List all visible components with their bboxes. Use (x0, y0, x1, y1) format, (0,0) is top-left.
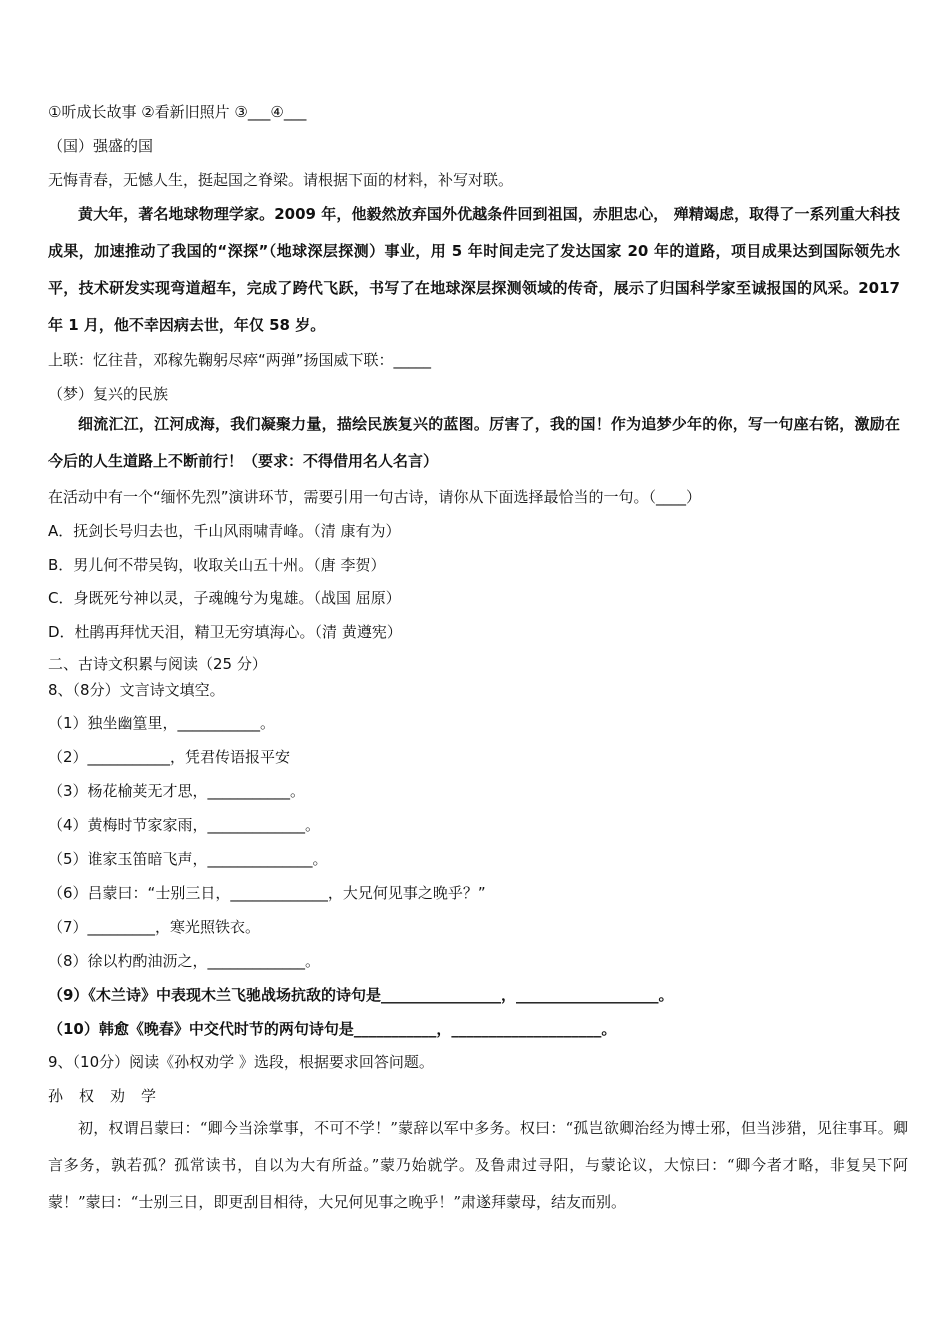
option-b: B．男儿何不带吴钩，收取关山五十州。（唐 李贺） (48, 556, 386, 574)
fill-blank-4: （4）黄梅时节家家雨，_____________。 (48, 816, 321, 834)
option-c: C．身既死兮神以灵，子魂魄兮为鬼雄。（战国 屈原） (48, 589, 401, 607)
fill-blank-8: （8）徐以杓酌油沥之，_____________。 (48, 952, 321, 970)
fill-blank-9: （9）《木兰诗》中表现木兰飞驰战场抗敌的诗句是________________，___________________。 (48, 986, 674, 1004)
fill-blank-10: （10）韩愈《晚春》中交代时节的两句诗句是___________，____________________。 (48, 1020, 617, 1038)
fill-blank-7: （7）_________，寒光照铁衣。 (48, 918, 261, 936)
section-heading-strong-country: （国）强盛的国 (48, 137, 154, 155)
question-8-heading: 8、（8分）文言诗文填空。 (48, 681, 225, 699)
fill-blank-1: （1）独坐幽篁里，___________。 (48, 714, 276, 732)
poem-choice-question: 在活动中有一个“缅怀先烈”演讲环节，需要引用一句古诗，请你从下面选择最恰当的一句。（____） (48, 488, 702, 506)
fill-blank-3: （3）杨花榆荚无才思，___________。 (48, 782, 306, 800)
question-9-heading: 9、（10分）阅读《孙权劝学 》选段，根据要求回答问题。 (48, 1053, 434, 1071)
activity-options-line: ①听成长故事 ②看新旧照片 ③___④___ (48, 103, 307, 121)
fill-blank-5: （5）谁家玉笛暗飞声，______________。 (48, 850, 328, 868)
passage-title: 孙权劝学 (48, 1087, 173, 1105)
section-two-heading: 二、古诗文积累与阅读（25 分） (48, 655, 267, 673)
huang-danian-passage: 黄大年，著名地球物理学家。2009 年，他毅然放弃国外优越条件回到祖国，赤胆忠心， 殚精竭虑，取得了一系列重大科技成果，加速推动了我国的“深探”（地球深层探测）事业，用 5 年时间走完了发达国家 20 年的道路，项目成果达到国际领先水平，技术研发实现弯道超车，完成了跨代飞跃，书写了在地球深层探测领域的传奇，展示了归国科学家至诚报国的风采。2017 年 1 月，他不幸因病去世，年仅 58 岁。 (48, 205, 900, 334)
sun-quan-passage: 初，权谓吕蒙曰：“卿今当涂掌事，不可不学！”蒙辞以军中多务。权曰：“孤岂欲卿治经为博士邪，但当涉猎，见往事耳。卿言多务，孰若孤？孤常读书，自以为大有所益。”蒙乃始就学。及鲁肃过寻阳，与蒙论议，大惊曰：“卿今者才略，非复吴下阿蒙！”蒙曰：“士别三日，即更刮目相待，大兄何见事之晚乎！”肃遂拜蒙母，结友而别。 (48, 1119, 908, 1211)
couplet-line: 上联：忆往昔，邓稼先鞠躬尽瘁“两弹”扬国威下联：_____ (48, 351, 432, 369)
fill-blank-2: （2）___________，凭君传语报平安 (48, 748, 291, 766)
motto-task-passage: 细流汇江，江河成海，我们凝聚力量，描绘民族复兴的蓝图。厉害了，我的国！作为追梦少年的你，写一句座右铭，激励在今后的人生道路上不断前行！（要求：不得借用名人名言） (48, 415, 900, 470)
couplet-instruction: 无悔青春，无憾人生，挺起国之脊梁。请根据下面的材料，补写对联。 (48, 171, 514, 189)
option-a: A．抚剑长号归去也，千山风雨啸青峰。（清 康有为） (48, 522, 401, 540)
option-d: D．杜鹃再拜忧天泪，精卫无穷填海心。（清 黄遵宪） (48, 623, 402, 641)
section-heading-rejuvenation: （梦）复兴的民族 (48, 385, 169, 403)
fill-blank-6: （6）吕蒙曰：“士别三日，_____________，大兄何见事之晚乎？” (48, 884, 486, 902)
